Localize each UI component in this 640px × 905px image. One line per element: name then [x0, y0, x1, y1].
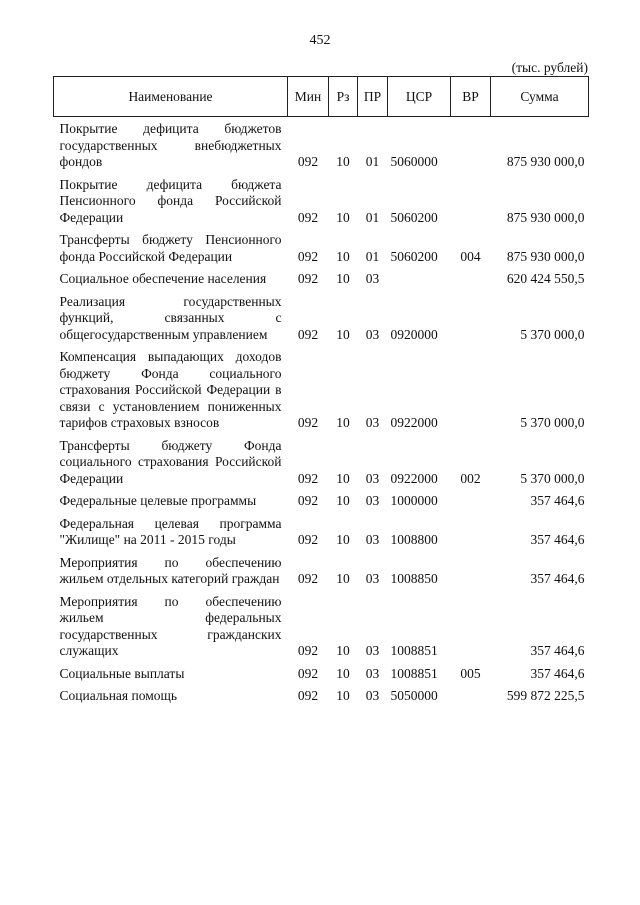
- row-vr: [451, 594, 491, 660]
- row-vr: [451, 493, 491, 510]
- row-rz: 10: [336, 470, 350, 486]
- row-sum: 5 370 000,0: [520, 415, 585, 430]
- row-vr: [451, 271, 491, 288]
- row-name: Федеральные целевые программы: [59, 493, 257, 508]
- row-sum: 875 930 000,0: [506, 248, 585, 264]
- row-min: 092: [297, 688, 319, 703]
- row-rz: 10: [336, 154, 350, 169]
- header-pr: ПР: [358, 77, 388, 117]
- row-min: 092: [297, 470, 319, 486]
- row-sum: 5 370 000,0: [520, 326, 585, 342]
- header-csr: ЦСР: [388, 77, 451, 117]
- table-row: [54, 516, 589, 549]
- row-csr: 5060000: [390, 154, 438, 169]
- row-pr: 03: [365, 271, 380, 286]
- row-csr: 1008850: [390, 571, 438, 586]
- units-label: (тыс. рублей): [511, 60, 588, 75]
- row-min: 092: [297, 665, 319, 681]
- row-rz: 10: [336, 248, 350, 264]
- header-vr: ВР: [451, 77, 491, 117]
- row-rz: 10: [336, 415, 350, 430]
- row-min: 092: [297, 493, 319, 508]
- budget-table: [53, 76, 589, 705]
- row-name: Мероприятия по обеспечению жильем отдельных категорий граждан: [59, 554, 282, 586]
- row-min: 092: [297, 209, 319, 225]
- row-min: 092: [297, 415, 319, 430]
- row-pr: 03: [365, 688, 380, 703]
- row-sum: 875 930 000,0: [506, 209, 585, 225]
- row-vr: [451, 121, 491, 171]
- row-vr: 002: [460, 470, 481, 486]
- row-sum: 875 930 000,0: [506, 154, 585, 169]
- row-pr: 03: [365, 326, 380, 342]
- row-csr: 0922000: [390, 470, 438, 486]
- table-row: [54, 121, 589, 171]
- row-min: 092: [297, 326, 319, 342]
- row-pr: 03: [365, 470, 380, 486]
- row-pr: 01: [365, 209, 380, 225]
- row-pr: 03: [365, 532, 380, 547]
- row-pr: 03: [365, 643, 380, 658]
- row-csr: 1008851: [390, 643, 438, 658]
- row-name: Мероприятия по обеспечению жильем федеральных государственных гражданских служащих: [59, 593, 282, 658]
- row-sum: 599 872 225,5: [506, 688, 585, 703]
- row-csr: 5060200: [390, 209, 438, 225]
- row-min: 092: [297, 248, 319, 264]
- row-csr: 5060200: [390, 248, 438, 264]
- row-min: 092: [297, 154, 319, 169]
- row-csr: 1000000: [390, 493, 438, 508]
- row-sum: 620 424 550,5: [506, 271, 585, 286]
- table-header-row: [54, 77, 589, 117]
- header-sum: Сумма: [491, 77, 589, 117]
- table-body: [54, 117, 589, 705]
- row-name: Социальные выплаты: [59, 665, 185, 681]
- row-min: 092: [297, 532, 319, 547]
- row-vr: [451, 349, 491, 432]
- row-rz: 10: [336, 271, 350, 286]
- row-csr: 1008851: [390, 665, 438, 681]
- row-csr: 1008800: [390, 532, 438, 547]
- table-row: [54, 555, 589, 588]
- row-name: Трансферты бюджету Пенсионного фонда Российской Федерации: [59, 232, 282, 264]
- table-row: [54, 271, 589, 288]
- row-min: 092: [297, 571, 319, 586]
- row-min: 092: [297, 271, 319, 286]
- table-row: [54, 177, 589, 227]
- row-pr: 01: [365, 154, 380, 169]
- page-number: 452: [309, 33, 331, 48]
- row-pr: 03: [365, 493, 380, 508]
- row-pr: 03: [365, 571, 380, 586]
- row-vr: [451, 177, 491, 227]
- row-rz: 10: [336, 688, 350, 703]
- row-rz: 10: [336, 571, 350, 586]
- row-vr: [451, 294, 491, 344]
- table-row: [54, 666, 589, 683]
- header-rz: Рз: [329, 77, 358, 117]
- row-name: Федеральная целевая программа "Жилище" на 2011 - 2015 годы: [59, 515, 282, 547]
- row-vr: [451, 555, 491, 588]
- row-name: Компенсация выпадающих доходов бюджету Фонда социального страхования Российской Федерации в связи с установлением пониженных тарифов страховых взносов: [59, 349, 282, 430]
- row-sum: 357 464,6: [530, 571, 585, 586]
- row-csr: [388, 271, 451, 288]
- row-min: 092: [297, 643, 319, 658]
- header-min: Мин: [288, 77, 329, 117]
- row-rz: 10: [336, 326, 350, 342]
- table-row: [54, 349, 589, 432]
- table-row: [54, 294, 589, 344]
- row-vr: 004: [460, 248, 481, 264]
- row-rz: 10: [336, 493, 350, 508]
- row-name: Трансферты бюджету Фонда социального страхования Российской Федерации: [59, 437, 282, 486]
- row-sum: 5 370 000,0: [520, 470, 585, 486]
- row-pr: 01: [365, 248, 380, 264]
- table-row: [54, 688, 589, 705]
- table-row: [54, 438, 589, 488]
- row-sum: 357 464,6: [530, 532, 585, 547]
- header-name: Наименование: [54, 77, 288, 117]
- row-name: Социальное обеспечение населения: [59, 271, 267, 286]
- row-name: Покрытие дефицита бюджетов государственных внебюджетных фондов: [59, 121, 282, 169]
- row-rz: 10: [336, 665, 350, 681]
- row-sum: 357 464,6: [530, 665, 585, 681]
- row-vr: [451, 516, 491, 549]
- table-row: [54, 232, 589, 265]
- table-row: [54, 594, 589, 660]
- row-sum: 357 464,6: [530, 643, 585, 658]
- row-rz: 10: [336, 209, 350, 225]
- row-pr: 03: [365, 665, 380, 681]
- row-csr: 5050000: [390, 688, 438, 703]
- row-name: Покрытие дефицита бюджета Пенсионного фонда Российской Федерации: [59, 176, 282, 225]
- row-name: Реализация государственных функций, связанных с общегосударственным управлением: [59, 293, 282, 342]
- row-pr: 03: [365, 415, 380, 430]
- table-row: [54, 493, 589, 510]
- row-vr: 005: [460, 665, 481, 681]
- row-rz: 10: [336, 532, 350, 547]
- row-vr: [451, 688, 491, 705]
- row-sum: 357 464,6: [530, 493, 585, 508]
- row-name: Социальная помощь: [59, 688, 178, 703]
- row-rz: 10: [336, 643, 350, 658]
- row-csr: 0920000: [390, 326, 438, 342]
- row-csr: 0922000: [390, 415, 438, 430]
